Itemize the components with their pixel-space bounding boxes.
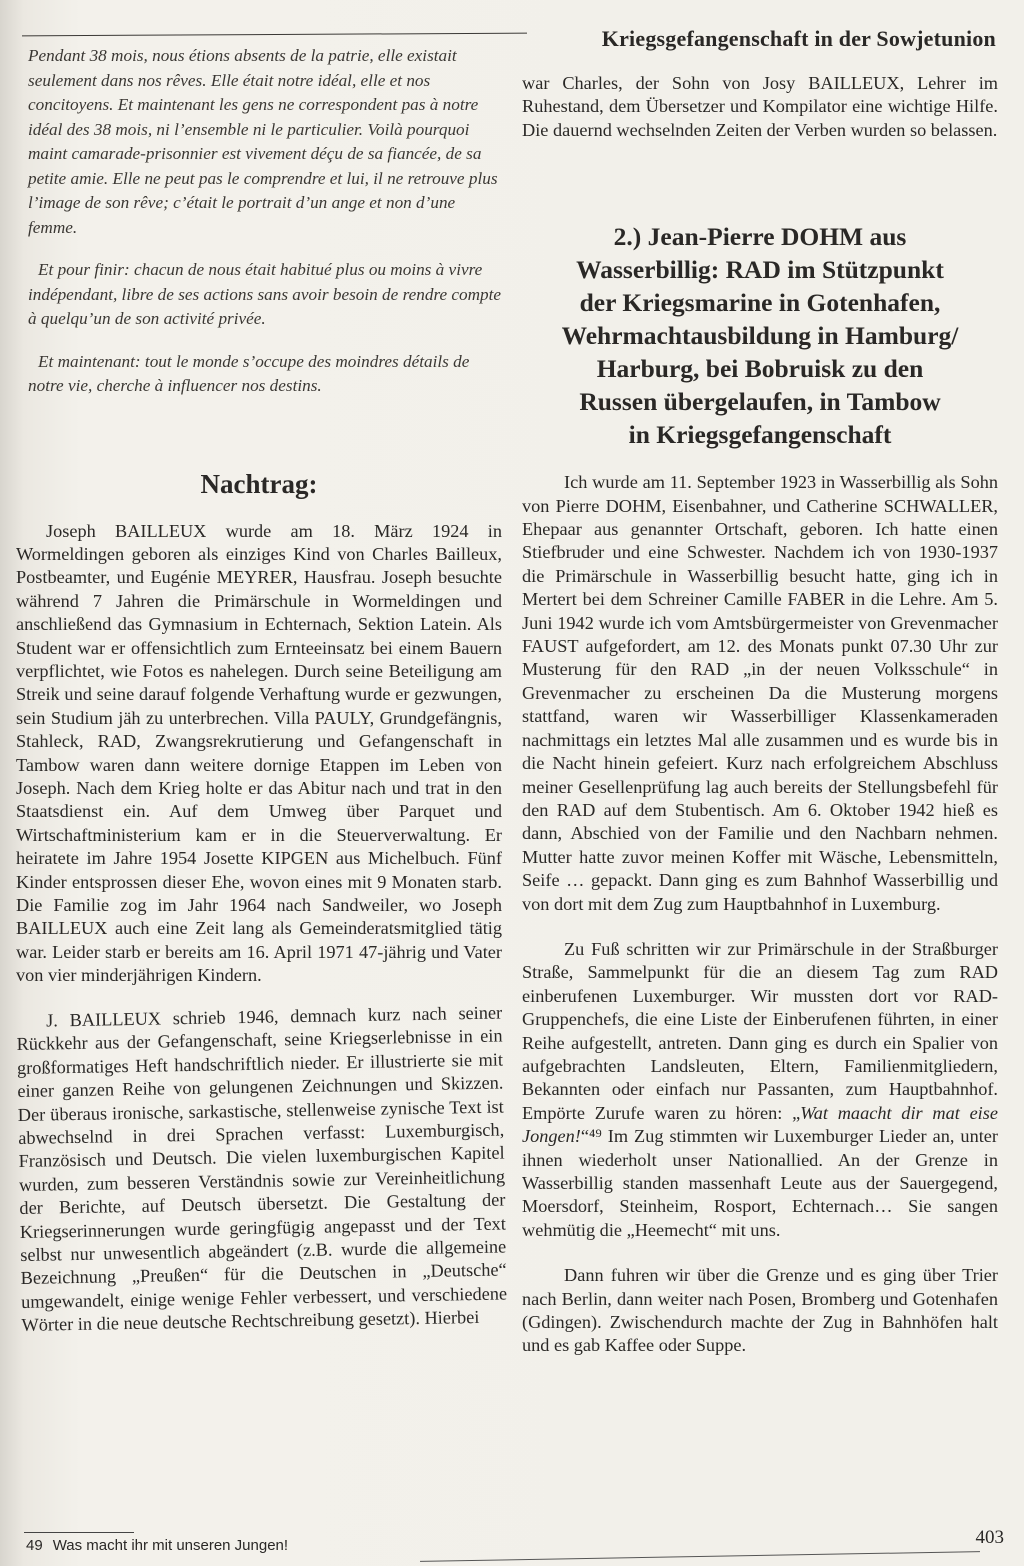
- paragraph-text: Zu Fuß schritten wir zur Primärschule in der Straßburger Straße, Sammelpunkt für die an diesem Tag zum RAD einberufenen Luxemburger. Wir mussten dort vor RAD-Gruppenchefs, die eine Liste der Einberufenen führten, in einer Reihe aufgestellt, antreten. Dann ging es durch ein Spalier von aufgebrachten Landsleuten, Eltern, Familienmitgliedern, Bekannten oder einfach nur Passanten, zum Hauptbahnhof. Empörte Zurufe waren zu hören: „: [522, 938, 998, 1123]
- nachtrag-paragraph: Joseph BAILLEUX wurde am 18. März 1924 in Wormeldingen geboren als einziges Kind von Charles Bailleux, Postbeamter, und Eugénie MEYRER, Hausfrau. Joseph besuchte während 7 Jahren die Primärschule in Wormeldingen und anschließend das Gymnasium in Echternach, Sektion Latein. Als Student war er offensichtlich zum Ernteeinsatz bei einem Bauern verpflichtet, wie Fotos es nahelegen. Durch seine Beteiligung am Streik und seine darauf folgende Verhaftung wurde er gezwungen, sein Studium jäh zu unterbrechen. Villa PAULY, Grundgefängnis, Stahleck, RAD, Zwangsrekrutierung und Gefangenschaft in Tambow waren dann weitere dornige Etappen im Leben von Joseph. Nach dem Krieg holte er das Abitur nach und trat in den Staatsdienst ein. Auf dem Umweg über Parquet und Wirtschaftministerium kam er in die Steuerverwaltung. Er heiratete im Jahre 1954 Josette KIPGEN aus Michelbuch. Fünf Kinder entsprossen dieser Ehe, wovon eines mit 9 Monaten starb. Die Familie zog im Jahr 1964 nach Sandweiler, wo Joseph BAILLEUX auch eine Zeit lang als Gemeinderatsmitglied tätig war. Leider starb er bereits am 16. April 1971 47-jährig und Vater von vier minderjährigen Kindern.: [16, 520, 502, 986]
- chapter-title-line: 2.) Jean-Pierre DOHM aus: [613, 222, 907, 252]
- chapter-paragraph: Dann fuhren wir über die Grenze und es ging über Trier nach Berlin, dann weiter nach Posen, Bromberg und Gotenhafen (Gdingen). Zwischendurch machte der Zug in Bahnhöfen halt und es gab Kaffee oder Suppe.: [522, 1265, 998, 1356]
- chapter-title: [522, 220, 998, 451]
- right-column: [522, 72, 998, 1380]
- footnote-text: Was macht ihr mit unseren Jungen!: [52, 1537, 289, 1554]
- continuation-paragraph: war Charles, der Sohn von Josy BAILLEUX, Lehrer im Ruhestand, dem Übersetzer und Kompilator eine wichtige Hilfe. Die dauernd wechselnden Zeiten der Verben wurden so belassen.: [522, 73, 998, 140]
- page-number: 403: [975, 1527, 1004, 1548]
- chapter-title-line: Harburg, bei Bobruisk zu den: [596, 354, 924, 384]
- chapter-title-line: in Kriegsgefangenschaft: [628, 420, 892, 450]
- paragraph-text: Im Zug stimmten wir Luxemburger Lieder an, unter ihnen wiederholt unser Nationallied. An der Grenze in Wasserbillig standen massenhaft Leute aus der Sauergegend, Moersdorf, Steinheim, Rosport, Echternach… Sie sangen wehmütig die „Heemecht“ mit uns.: [522, 1126, 998, 1240]
- quote-paragraph: Et pour finir: chacun de nous était habitué plus ou moins à vivre indépendant, libre de ses actions sans avoir besoin de rendre compte à quelqu’un de son activité privée.: [28, 260, 502, 328]
- header-rule: [22, 33, 527, 37]
- nachtrag-paragraph: J. BAILLEUX schrieb 1946, demnach kurz nach seiner Rückkehr aus der Gefangenschaft, seine Kriegserlebnisse in ein großformatiges Heft handschriftlich nieder. Er illustrierte sie mit einer ganzen Reihe von gelungenen Zeichnungen und Skizzen. Der überaus ironische, sarkastische, stellenweise zynische Text ist abwechselnd in drei Sprachen verfasst: Luxemburgisch, Französisch und Deutsch. Die vielen luxemburgischen Kapitel wurden, zum besseren Verständnis sowie zur Vereinheitlichung der Berichte, auf Deutsch übersetzt. Die Gestaltung der Kriegserinnerungen wurde geringfügig angepasst und der Text selbst nur unwesentlich abgeändert (z.B. wurde die allgemeine Bezeichnung „Preußen“ für die Deutschen in „Deutsche“ umgewandelt, einige wenige Fehler verbessert, und verschiedene Wörter in die neue deutsche Rechtschreibung gesetzt). Hierbei: [16, 1002, 508, 1335]
- chapter-paragraph: [522, 938, 998, 1242]
- footnote-rule: [24, 1532, 134, 1533]
- footer-rule: [420, 1551, 980, 1562]
- chapter-paragraph: Ich wurde am 11. September 1923 in Wasserbillig als Sohn von Pierre DOHM, Eisenbahner, und Catherine SCHWALLER, Ehepaar aus genannter Ortschaft, geboren. Ich hatte einen Stiefbruder und eine Schwester. Nachdem ich von 1930-1937 die Primärschule in Wasserbillig besucht hatte, ging ich in Mertert bei dem Schreiner Camille FABER in die Lehre. Am 5. Juni 1942 wurde ich vom Amtsbürgermeister von Grevenmacher FAUST aufgefordert, am 12. des Monats punkt 07.30 Uhr zur Musterung für den RAD „in der neuen Volksschule“ in Grevenmacher zu erscheinen Da die Musterung morgens stattfand, waren wir Wasserbilliger Klassenkameraden nachmittags ein letztes Mal alle zusammen und es wurde bis in die Nacht hinein gefeiert. Kurz nach erfolgreichem Abschluss meiner Gesellenprüfung lag auch bereits der Stellungsbefehl für den RAD auf dem Stubentisch. Am 6. Oktober 1942 hieß es dann, Abschied von der Familie und den Nachbarn nehmen. Mutter hatte zuvor meinen Koffer mit Wäsche, Lebensmitteln, Seife … gepackt. Dann ging es zum Bahnhof Wasserbillig und von dort mit dem Zug zum Hauptbahnhof in Luxemburg.: [522, 472, 998, 914]
- french-quote: [16, 44, 502, 399]
- footnote-number: 49: [26, 1537, 43, 1554]
- footnote: [26, 1537, 288, 1554]
- nachtrag-title: Nachtrag:: [200, 468, 318, 499]
- chapter-title-line: Wehrmachtausbildung in Hamburg/: [561, 321, 959, 351]
- running-head: Kriegsgefangenschaft in der Sowjetunion: [601, 26, 996, 51]
- footnote-marker: “⁴⁹: [580, 1126, 602, 1147]
- chapter-title-line: Wasserbillig: RAD im Stützpunkt: [576, 255, 944, 285]
- chapter-title-line: Russen übergelaufen, in Tambow: [579, 387, 941, 417]
- quote-paragraph: Et maintenant: tout le monde s’occupe des moindres détails de notre vie, cherche à influencer nos destins.: [28, 351, 470, 395]
- left-column: [16, 44, 508, 1359]
- quote-paragraph: Pendant 38 mois, nous étions absents de la patrie, elle existait seulement dans nos rêves. Elle était notre idéal, elle et nos concitoyens. Et maintenant les gens ne correspondent pas à notre idéal des 38 mois, ni l’ensemble ni le particulier. Voilà pourquoi maint camarade-prisonnier est vivement déçu de sa fiancée, de sa petite amie. Elle ne peut pas le comprendre et lui, il ne retrouve plus l’image de son rêve; c’était le portrait d’un ange et non d’une femme.: [28, 46, 498, 237]
- luxembourgish-quote: Wat maacht dir mat eise Jongen!: [522, 1102, 998, 1147]
- chapter-title-line: der Kriegsmarine in Gotenhafen,: [579, 288, 941, 318]
